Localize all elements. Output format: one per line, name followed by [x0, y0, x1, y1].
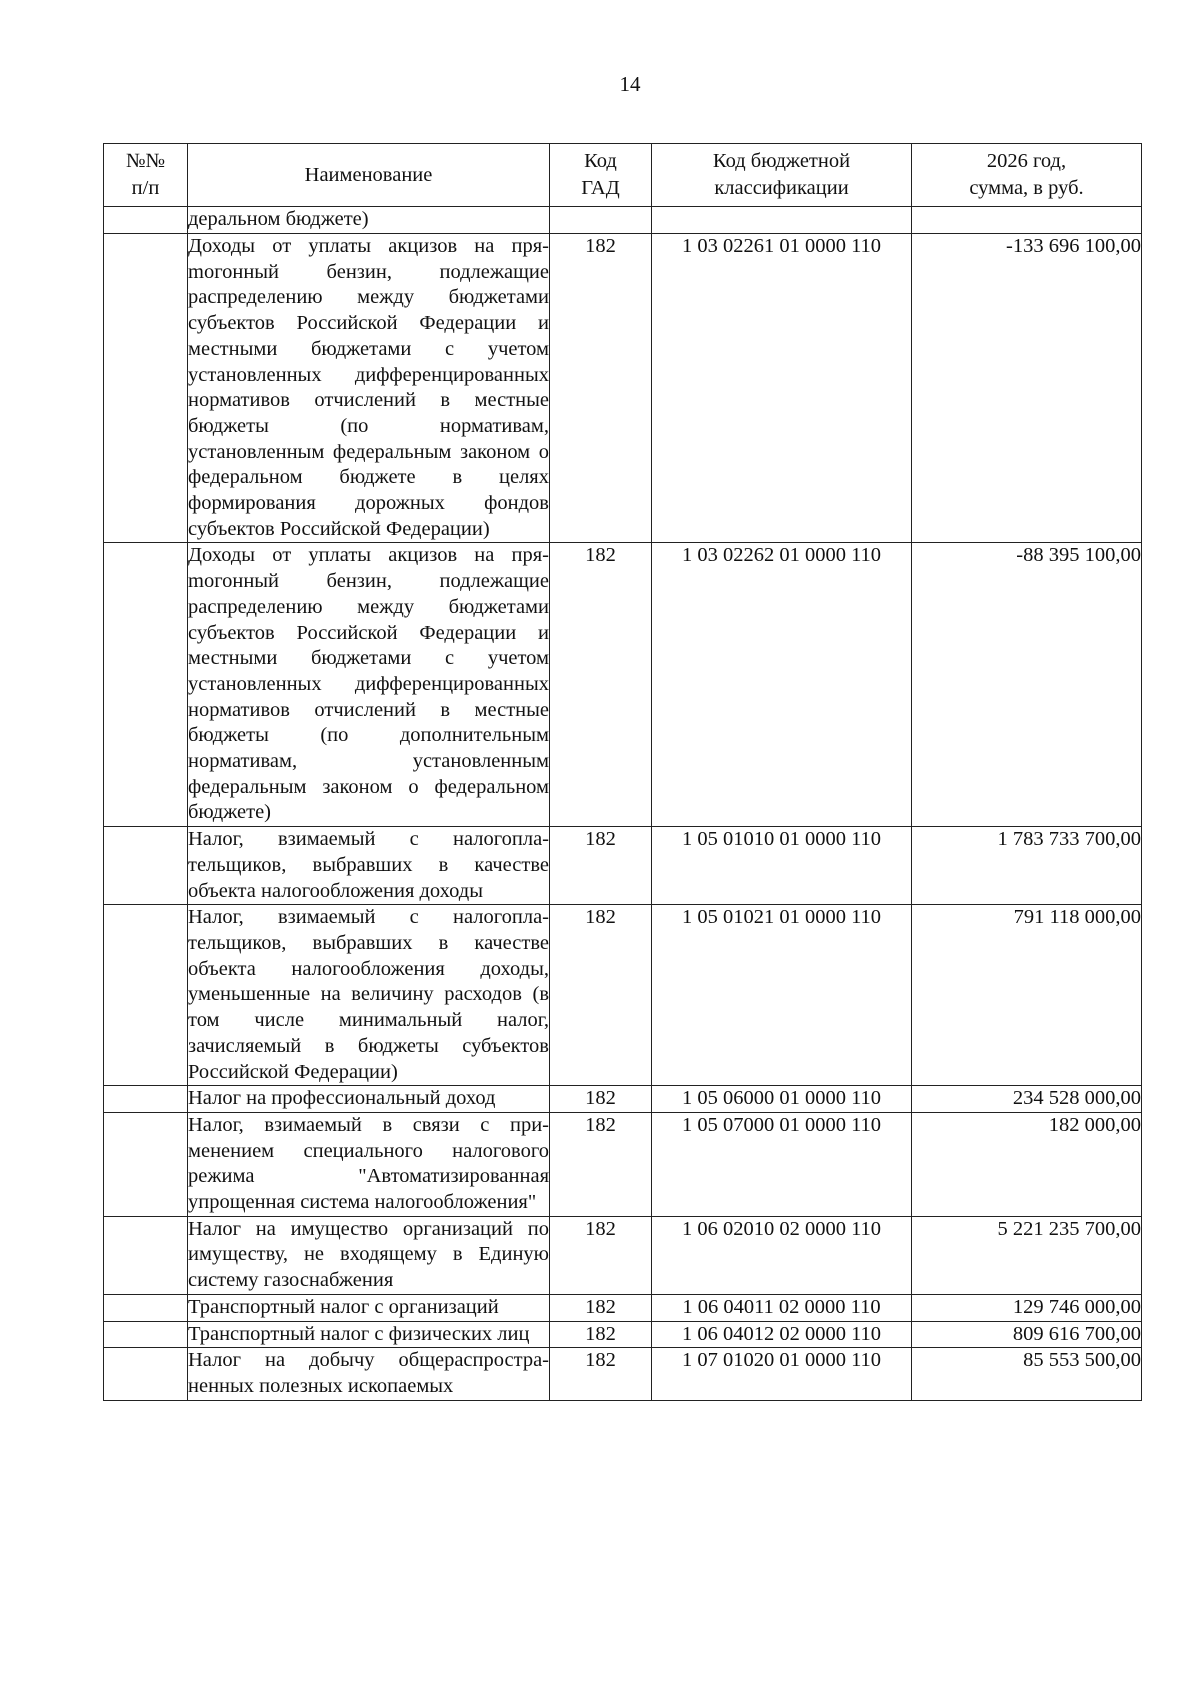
row-number — [104, 905, 188, 1086]
row-name: Налог на имущество организаций по имуществу, не входящему в Единую систему газоснабжения — [188, 1216, 550, 1294]
row-amount: 5 221 235 700,00 — [912, 1216, 1142, 1294]
row-number — [104, 207, 188, 234]
header-number: №№ п/п — [104, 144, 188, 207]
row-budget-code: 1 06 04011 02 0000 110 — [652, 1294, 912, 1321]
row-gad-code: 182 — [550, 827, 652, 905]
row-budget-code: 1 03 02261 01 0000 110 — [652, 234, 912, 543]
table-row — [104, 1294, 1142, 1321]
row-number — [104, 1294, 188, 1321]
row-gad-code: 182 — [550, 234, 652, 543]
header-budget-classification-code: Код бюджетной классификации — [652, 144, 912, 207]
table-row — [104, 1321, 1142, 1348]
table-row — [104, 1086, 1142, 1113]
row-name: Транспортный налог с организаций — [188, 1294, 550, 1321]
row-gad-code: 182 — [550, 1294, 652, 1321]
table-row — [104, 1216, 1142, 1294]
row-amount: 85 553 500,00 — [912, 1348, 1142, 1400]
row-name: Транспортный налог с физических лиц — [188, 1321, 550, 1348]
row-amount: 234 528 000,00 — [912, 1086, 1142, 1113]
row-gad-code: 182 — [550, 1112, 652, 1216]
row-name: Доходы от уплаты акцизов на пряmогонный бензин, подлежащие распределению между бюджетами субъектов Российской Федерации и местными бюджетами с учетом установленных дифференцированных нормативов отчислений в местные бюджеты (по дополнительным нормативам, установленным федеральным законом о федеральном бюджете) — [188, 543, 550, 827]
row-amount: 791 118 000,00 — [912, 905, 1142, 1086]
row-budget-code: 1 06 02010 02 0000 110 — [652, 1216, 912, 1294]
row-gad-code — [550, 207, 652, 234]
header-amount-2026: 2026 год, сумма, в руб. — [912, 144, 1142, 207]
row-name: Налог на профессиональный доход — [188, 1086, 550, 1113]
row-name: Налог, взимаемый с налогоплательщиков, выбравших в качестве объекта налогообложения доходы — [188, 827, 550, 905]
row-amount: -88 395 100,00 — [912, 543, 1142, 827]
row-number — [104, 1348, 188, 1400]
header-name: Наименование — [188, 144, 550, 207]
row-budget-code: 1 05 07000 01 0000 110 — [652, 1112, 912, 1216]
table-row — [104, 827, 1142, 905]
row-number — [104, 827, 188, 905]
row-budget-code: 1 05 01010 01 0000 110 — [652, 827, 912, 905]
row-number — [104, 234, 188, 543]
row-amount: 129 746 000,00 — [912, 1294, 1142, 1321]
row-name: Доходы от уплаты акцизов на пряmогонный бензин, подлежащие распределению между бюджетами субъектов Российской Федерации и местными бюджетами с учетом установленных дифференцированных нормативов отчислений в местные бюджеты (по нормативам, установленным федеральным законом о федеральном бюджете в целях формирования дорожных фондов субъектов Российской Федерации) — [188, 234, 550, 543]
table-row — [104, 1112, 1142, 1216]
table-row — [104, 543, 1142, 827]
row-amount: 809 616 700,00 — [912, 1321, 1142, 1348]
page-number: 14 — [619, 72, 641, 96]
row-budget-code: 1 03 02262 01 0000 110 — [652, 543, 912, 827]
row-gad-code: 182 — [550, 1086, 652, 1113]
table-row — [104, 207, 1142, 234]
row-amount: -133 696 100,00 — [912, 234, 1142, 543]
row-number — [104, 1086, 188, 1113]
row-budget-code: 1 06 04012 02 0000 110 — [652, 1321, 912, 1348]
row-gad-code: 182 — [550, 1216, 652, 1294]
row-gad-code: 182 — [550, 543, 652, 827]
row-name: Налог на добычу общераспространенных полезных ископаемых — [188, 1348, 550, 1400]
row-gad-code: 182 — [550, 905, 652, 1086]
row-name: Налог, взимаемый в связи с применением специального налогового режима "Автоматизированная упрощенная система налогообложения" — [188, 1112, 550, 1216]
row-budget-code: 1 05 06000 01 0000 110 — [652, 1086, 912, 1113]
row-budget-code: 1 05 01021 01 0000 110 — [652, 905, 912, 1086]
row-number — [104, 1216, 188, 1294]
row-number — [104, 1112, 188, 1216]
row-amount — [912, 207, 1142, 234]
row-amount: 1 783 733 700,00 — [912, 827, 1142, 905]
row-name: Налог, взимаемый с налогоплательщиков, выбравших в качестве объекта налогообложения доходы, уменьшенные на величину расходов (в том числе минимальный налог, зачисляемый в бюджеты субъектов Российской Федерации) — [188, 905, 550, 1086]
row-gad-code: 182 — [550, 1348, 652, 1400]
row-budget-code — [652, 207, 912, 234]
table-header-row — [104, 144, 1142, 207]
table-row — [104, 234, 1142, 543]
row-budget-code: 1 07 01020 01 0000 110 — [652, 1348, 912, 1400]
row-amount: 182 000,00 — [912, 1112, 1142, 1216]
row-name: деральном бюджете) — [188, 207, 550, 234]
row-gad-code: 182 — [550, 1321, 652, 1348]
budget-revenue-table — [103, 143, 1142, 1401]
table-row — [104, 1348, 1142, 1400]
row-number — [104, 1321, 188, 1348]
table-row — [104, 905, 1142, 1086]
row-number — [104, 543, 188, 827]
header-gad-code: Код ГАД — [550, 144, 652, 207]
